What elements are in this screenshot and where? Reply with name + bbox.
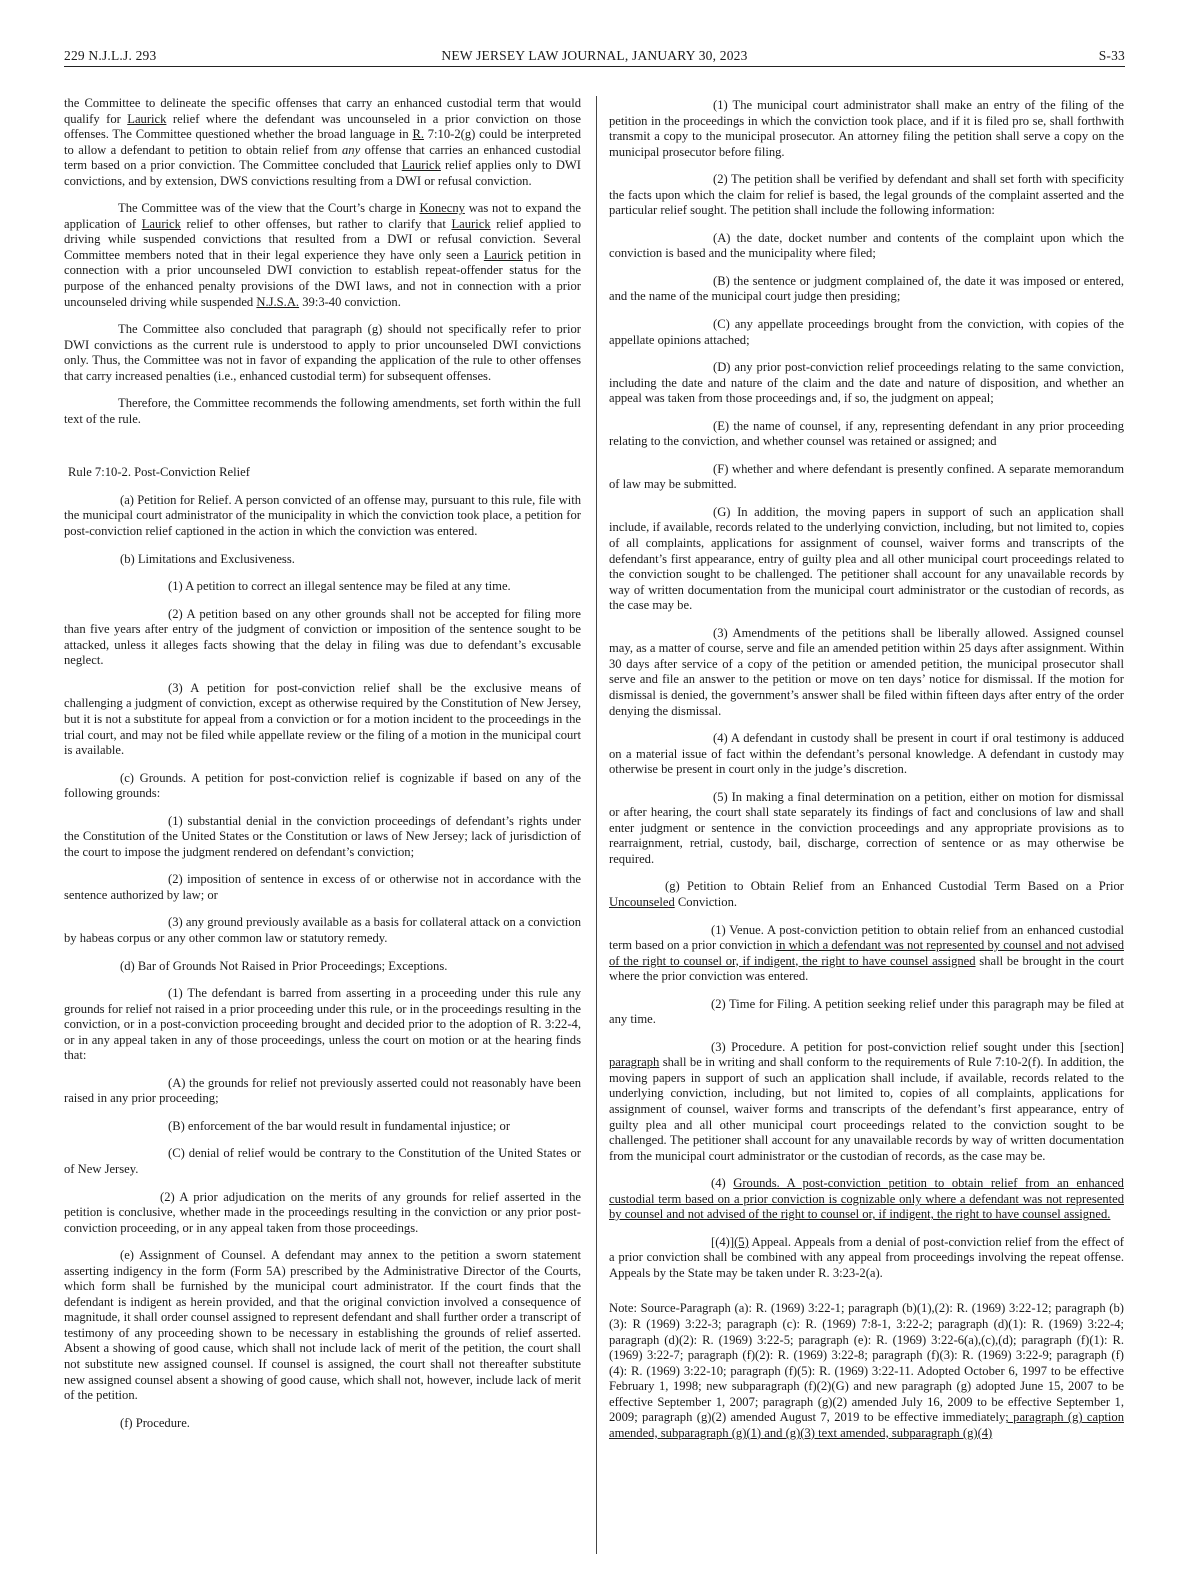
rule-item: (4) Grounds. A post-conviction petition to obtain relief from an enhanced custodial term based on a prior conviction is cognizable only where a defendant was not represented by counsel and not advised of the right to counsel or, if indigent, the right to have counsel assigned. [609, 1176, 1124, 1222]
rule-item: (B) enforcement of the bar would result in fundamental injustice; or [168, 1118, 511, 1133]
rule-section-f: (f) Procedure. [120, 1415, 190, 1430]
paragraph: Therefore, the Committee recommends the following amendments, set forth within the full text of the rule. [64, 396, 581, 426]
rule-item: (B) the sentence or judgment complained of, the date it was imposed or entered, and the name of the municipal court judge then presiding; [609, 273, 1124, 304]
rule-item: (C) denial of relief would be contrary to the Constitution of the United States or of New Jersey. [64, 1146, 581, 1176]
publication-title: NEW JERSEY LAW JOURNAL, JANUARY 30, 2023 [441, 48, 748, 63]
rule-item: (1) The defendant is barred from asserting in a proceeding under this rule any grounds for relief not raised in a prior proceeding under this rule, or in the proceedings resulting in the conviction, or in a post-conviction proceeding brought and decided prior to the adoption of R. 3:22-4, or in any appeal taken in any of those proceedings, unless the court on motion or at the hearing finds that: [64, 986, 581, 1063]
paragraph: The Committee was of the view that the Court’s charge in Konecny was not to expand the application of Laurick relief to other offenses, but rather to clarify that Laurick relief applied to driving while suspended convictions that resulted from a DWI or refusal conviction. Several Committee members noted that in their legal experience they have only seen a Laurick petition in connection with a prior uncounseled DWI conviction to establish repeat-offender status for the purpose of the enhanced penalty provisions of the DWI laws, and not in connection with a prior uncounseled driving while suspended N.J.S.A. 39:3-40 conviction. [64, 201, 582, 309]
right-column [609, 98, 1124, 1453]
rule-item: (1) Venue. A post-conviction petition to obtain relief from an enhanced custodial term based on a prior conviction in which a defendant was not represented by counsel and not advised of the right to counsel or, if indigent, the right to have counsel assigned shall be brought in the court where the prior conviction was entered. [609, 922, 1124, 984]
rule-item: (4) A defendant in custody shall be present in court if oral testimony is adduced on a material issue of fact within the defendant’s personal knowledge. A defendant in custody may otherwise be present in court only in the judge’s discretion. [609, 731, 1124, 777]
rule-item: (5) In making a final determination on a petition, either on motion for dismissal or after hearing, the court shall state separately its findings of fact and conclusions of law and shall enter judgment or sentence in the conviction proceedings and any appropriate provisions as to rearraignment, retrial, custody, bail, discharge, correction of sentence or as may otherwise be required. [609, 789, 1124, 866]
rule-item: (D) any prior post-conviction relief proceedings relating to the same conviction, including the date and nature of the claim and the date and nature of disposition, and whether an appeal was taken from those proceedings and, if so, the judgment on appeal; [609, 360, 1124, 406]
paragraph: The Committee also concluded that paragraph (g) should not specifically refer to prior DWI convictions as the current rule is understood to apply to prior uncounseled DWI convictions only. Thus, the Committee was not in favor of expanding the application of the rule to other offenses that carry increased penalties (i.e., enhanced custodial term) for subsequent offenses. [64, 322, 581, 383]
column-divider [596, 96, 597, 1554]
rule-title: Rule 7:10-2. Post-Conviction Relief [68, 465, 250, 480]
rule-item: (1) The municipal court administrator shall make an entry of the filing of the petition in the proceedings in which the conviction took place, and if it is filed pro se, shall forthwith transmit a copy to the municipal prosecutor. An attorney filing the petition shall serve a copy on the municipal prosecutor before filing. [609, 98, 1124, 159]
citation: 229 N.J.L.J. 293 [64, 48, 157, 63]
rule-item: (2) A prior adjudication on the merits of any grounds for relief asserted in the petition is conclusive, whether made in the proceedings resulting in the conviction or any prior post-conviction proceeding, or in any appeal taken from those proceedings. [64, 1189, 581, 1235]
rule-item: (3) A petition for post-conviction relief shall be the exclusive means of challenging a judgment of conviction, except as otherwise required by the Constitution of New Jersey, but it is not a substitute for appeal from a conviction or for a motion incident to the proceedings in the trial court, and may not be filed while appellate review or the filing of a motion in the municipal court is available. [64, 680, 581, 758]
rule-item: (C) any appellate proceedings brought from the conviction, with copies of the appellate opinions attached; [609, 317, 1124, 347]
left-column [64, 96, 581, 1443]
rule-item: (A) the grounds for relief not previously asserted could not reasonably have been raised in any prior proceeding; [64, 1075, 581, 1106]
rule-item: (2) The petition shall be verified by defendant and shall set forth with specificity the facts upon which the claim for relief is based, the legal grounds of the complaint asserted and the particular relief sought. The petition shall include the following information: [609, 172, 1124, 218]
rule-item: (G) In addition, the moving papers in support of such an application shall include, if available, records related to the underlying conviction, including, but not limited to, copies of all complaints, applications for assignment of counsel, waiver forms and transcripts of the defendant’s first appearance, entry of guilty plea and all other municipal court proceedings related to the conviction sought to be challenged. The petitioner shall account for any unavailable records by way of written documentation from the municipal court administrator or the custodian of records, as the case may be. [609, 504, 1124, 613]
rule-item: (2) Time for Filing. A petition seeking relief under this paragraph may be filed at any time. [609, 996, 1124, 1027]
rule-item: (2) imposition of sentence in excess of or otherwise not in accordance with the sentence authorized by law; or [64, 872, 581, 902]
rule-item: (1) substantial denial in the conviction proceedings of defendant’s rights under the Constitution of the United States or the Constitution or laws of New Jersey; lack of jurisdiction of the court to impose the judgment rendered on defendant’s conviction; [64, 813, 581, 859]
source-note: Note: Source-Paragraph (a): R. (1969) 3:22-1; paragraph (b)(1),(2): R. (1969) 3:22-12; paragraph (b)(3): R (1969) 3:22-3; paragraph (c): R. (1969) 7:8-1, 3:22-2; paragraph (d)(1): R. (1969) 3:22-4; paragraph (d)(2): R. (1969) 3:22-5; paragraph (e): R. (1969) 3:22-6(a),(c),(d); paragraph (f)(1): R. (1969) 3:22-7; paragraph (f)(2): R. (1969) 3:22-8; paragraph (f)(3): R. (1969) 3:22-9; paragraph (f)(4): R. (1969) 3:22-10; paragraph (f)(5): R. (1969) 3:22-11. Adopted October 6, 1997 to be effective February 1, 1998; new subparagraph (f)(2)(G) and new paragraph (g) adopted June 15, 2007 to be effective September 1, 2007; paragraph (g)(2) amended July 16, 2009 to be effective September 1, 2009; paragraph (g)(2) amended August 7, 2019 to be effective immediately; paragraph (g) caption amended, subparagraph (g)(1) and (g)(3) text amended, subparagraph (g)(4) [609, 1301, 1124, 1440]
rule-item: (3) Amendments of the petitions shall be liberally allowed. Assigned counsel may, as a matter of course, serve and file an amended petition within 25 days after assignment. Within 30 days after service of a copy of the petition or amended petition, the municipal prosecutor shall serve and file an answer to the petition or move on ten days’ notice for dismissal. If the motion for dismissal is denied, the government’s answer shall be filed within fifteen days after entry of the order denying the dismissal. [609, 625, 1124, 718]
rule-item: (A) the date, docket number and contents of the complaint upon which the conviction is based and the municipality where filed; [609, 230, 1124, 261]
rule-section-g: (g) Petition to Obtain Relief from an Enhanced Custodial Term Based on a Prior Uncounseled Conviction. [609, 879, 1124, 909]
rule-item: [(4)](5) Appeal. Appeals from a denial of post-conviction relief from the effect of a prior conviction shall be combined with any appeal from proceedings involving the repeat offense. Appeals by the State may be taken under R. 3:23-2(a). [609, 1234, 1124, 1280]
header-rule [64, 66, 1125, 67]
rule-section-e: (e) Assignment of Counsel. A defendant may annex to the petition a sworn statement asserting indigency in the form (Form 5A) prescribed by the Administrative Director of the Courts, which form shall be furnished by the municipal court administrator. If the court finds that the defendant is indigent as herein provided, and that the original conviction involved a consequence of magnitude, it shall order counsel assigned to represent defendant and shall further order a transcript of testimony of any proceeding shown to be necessary in establishing the grounds of relief asserted. Absent a showing of good cause, which shall not include lack of merit of the petition, the court shall not substitute new assigned counsel. If counsel is assigned, the court shall not thereafter substitute new assigned counsel absent a showing of good cause, which shall not, however, include lack of merit of the petition. [64, 1248, 581, 1403]
rule-item: (2) A petition based on any other grounds shall not be accepted for filing more than five years after entry of the judgment of conviction or imposition of the sentence sought to be attacked, unless it alleges facts showing that the delay in filing was due to defendant’s excusable neglect. [64, 606, 581, 668]
page-number: S-33 [1098, 48, 1125, 63]
rule-section-d: (d) Bar of Grounds Not Raised in Prior Proceedings; Exceptions. [120, 958, 448, 973]
rule-section-a: (a) Petition for Relief. A person convicted of an offense may, pursuant to this rule, file with the municipal court administrator of the municipality in which the conviction took place, a petition for post-conviction relief captioned in the action in which the conviction was entered. [64, 492, 581, 539]
rule-item: (1) A petition to correct an illegal sentence may be filed at any time. [168, 579, 511, 594]
rule-item: (3) any ground previously available as a basis for collateral attack on a conviction by habeas corpus or any other common law or statutory remedy. [64, 915, 581, 945]
rule-item: (E) the name of counsel, if any, representing defendant in any prior proceeding relating to the conviction, and whether counsel was retained or assigned; and [609, 418, 1124, 449]
page-header [64, 48, 1125, 68]
rule-item: (F) whether and where defendant is presently confined. A separate memorandum of law may be submitted. [609, 461, 1124, 492]
rule-section-b: (b) Limitations and Exclusiveness. [120, 551, 295, 566]
paragraph: the Committee to delineate the specific offenses that carry an enhanced custodial term that would qualify for Laurick relief where the defendant was uncounseled in a prior conviction on those offenses. The Committee questioned whether the broad language in R. 7:10-2(g) could be interpreted to allow a defendant to petition to obtain relief from any offense that carries an enhanced custodial term based on a prior conviction. The Committee concluded that Laurick relief applies only to DWI convictions, and by extension, DWS convictions resulting from a DWI or refusal conviction. [64, 96, 582, 188]
rule-section-c: (c) Grounds. A petition for post-conviction relief is cognizable if based on any of the following grounds: [64, 770, 581, 801]
rule-item: (3) Procedure. A petition for post-conviction relief sought under this [section] paragraph shall be in writing and shall conform to the requirements of Rule 7:10-2(f). In addition, the moving papers in support of such an application shall include, if available, records related to the underlying conviction, including, but not limited to, copies of all complaints, applications for assignment of counsel, waiver forms and transcripts of the defendant’s first appearance, entry of guilty plea and all other municipal court proceedings related to the conviction sought to be challenged. The petitioner shall account for any unavailable records by way of written documentation from the municipal court administrator or the custodian of records, as the case may be. [609, 1039, 1124, 1163]
